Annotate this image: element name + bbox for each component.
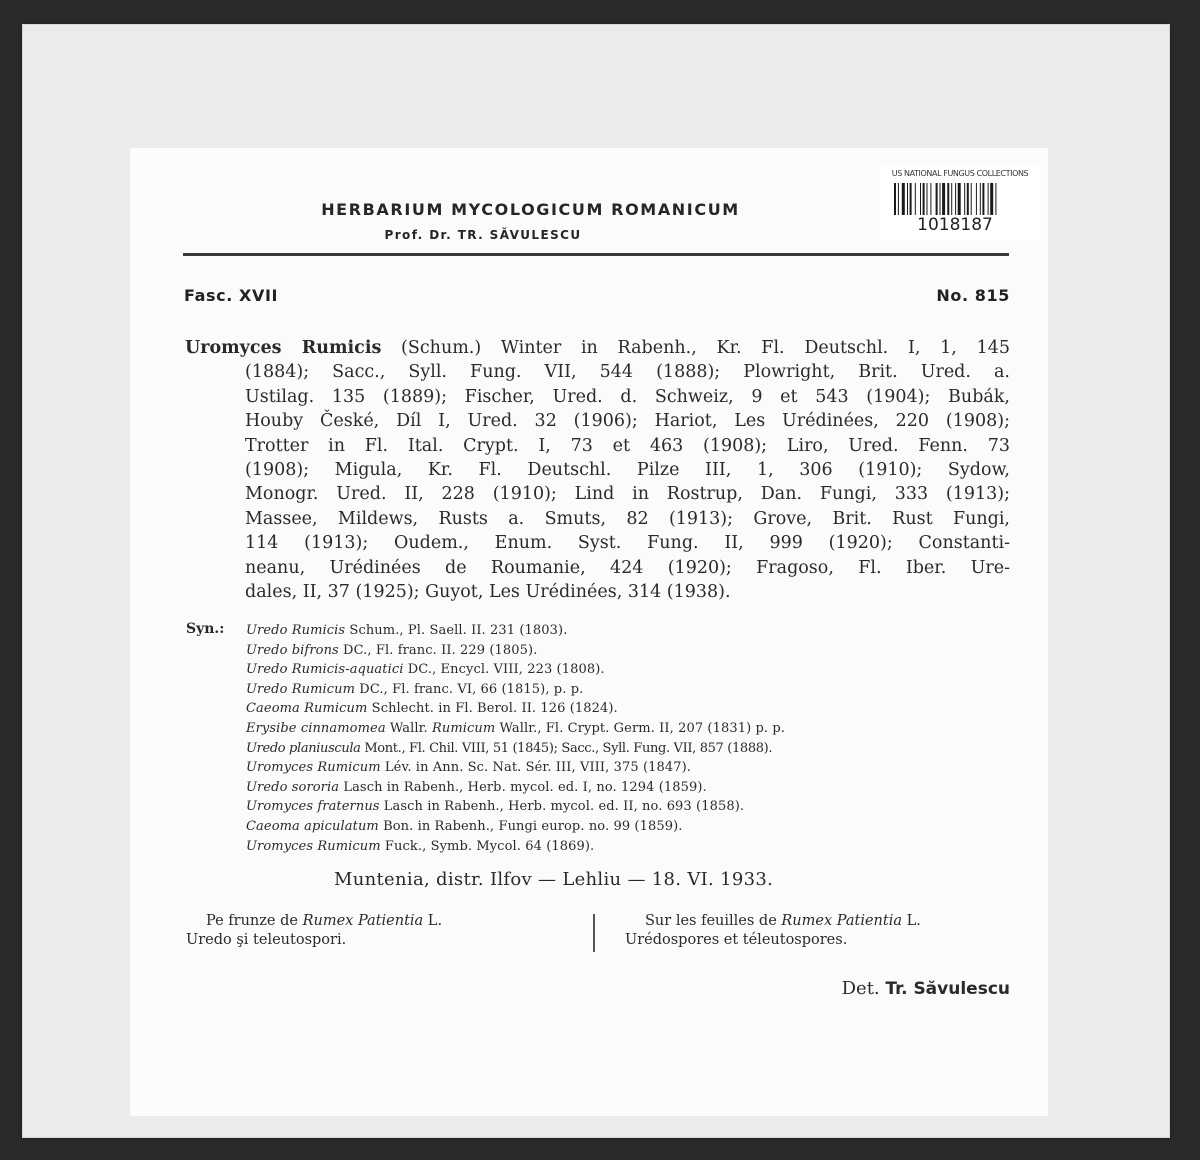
- synonym-item: Erysibe cinnamomea Wallr. Rumicum Wallr., Fl. Crypt. Germ. II, 207 (1831) p. p.: [246, 720, 786, 736]
- collection-locality: Muntenia, distr. Ilfov — Lehliu — 18. VI. 1933.: [334, 869, 774, 890]
- reference-line: Houby České, Díl I, Ured. 32 (1906); Hariot, Les Urédinées, 220 (1908);: [245, 411, 1010, 432]
- header-rule: [183, 253, 1009, 256]
- synonym-item: Uredo Rumicis-aquatici DC., Encycl. VIII, 223 (1808).: [246, 662, 605, 678]
- reference-line: (1884); Sacc., Syll. Fung. VII, 544 (1888); Plowright, Brit. Ured. a.: [245, 362, 1010, 383]
- herbarium-subtitle-text: Prof. Dr. TR. SĂVULESCU: [384, 228, 582, 242]
- barcode-caption: US NATIONAL FUNGUS COLLECTIONS: [891, 169, 1029, 178]
- synonym-item: Caeoma apiculatum Bon. in Rabenh., Fungi europ. no. 99 (1859).: [246, 818, 683, 834]
- reference-line: Ustilag. 135 (1889); Fischer, Ured. d. Schweiz, 9 et 543 (1904); Bubák,: [245, 386, 1010, 407]
- reference-line: neanu, Urédinées de Roumanie, 424 (1920); Fragoso, Fl. Iber. Ure-: [245, 557, 1010, 578]
- barcode-number: 1018187: [917, 215, 993, 235]
- herbarium-subtitle: [228, 228, 998, 242]
- synonym-item: Uromyces Rumicum Fuck., Symb. Mycol. 64 (1869).: [246, 838, 595, 854]
- host-french: [625, 912, 1015, 950]
- herbarium-title: HERBARIUM MYCOLOGICUM ROMANICUM: [321, 200, 740, 219]
- determiner-prefix: Det.: [841, 978, 886, 999]
- host-romanian: [186, 912, 572, 950]
- synonym-item: Caeoma Rumicum Schlecht. in Fl. Berol. II. 126 (1824).: [246, 701, 618, 717]
- spore-stages: Urédospores et téleutospores.: [625, 932, 848, 948]
- synonym-item: Uredo sororia Lasch in Rabenh., Herb. mycol. ed. I, no. 1294 (1859).: [246, 779, 707, 795]
- host-plant-name: Rumex Patientia: [781, 913, 903, 929]
- barcode-bars-icon: [894, 183, 1028, 215]
- determiner-name: Tr. Săvulescu: [885, 979, 1010, 999]
- host-plant-name: Rumex Patientia: [302, 913, 424, 929]
- reference-line: Massee, Mildews, Rusts a. Smuts, 82 (1913); Grove, Brit. Rust Fungi,: [245, 508, 1010, 529]
- host-line: Sur les feuilles de Rumex Patientia L.: [645, 913, 921, 929]
- species-name: Uromyces Rumicis: [185, 338, 382, 358]
- fascicle-label: Fasc. XVII: [184, 286, 279, 305]
- reference-line: (1908); Migula, Kr. Fl. Deutschl. Pilze III, 1, 306 (1910); Sydow,: [245, 460, 1010, 481]
- column-divider: [593, 914, 595, 952]
- reference-line: Trotter in Fl. Ital. Crypt. I, 73 et 463 (1908); Liro, Ured. Fenn. 73: [245, 435, 1010, 456]
- reference-line: 114 (1913); Oudem., Enum. Syst. Fung. II, 999 (1920); Constanti-: [245, 533, 1010, 554]
- reference-line: dales, II, 37 (1925); Guyot, Les Urédinées, 314 (1938).: [245, 582, 731, 603]
- synonym-item: Uredo planiuscula Mont., Fl. Chil. VIII, 51 (1845); Sacc., Syll. Fung. VII, 857 (1888).: [246, 740, 773, 756]
- synonym-item: Uredo Rumicis Schum., Pl. Saell. II. 231 (1803).: [246, 623, 568, 638]
- synonym-item: Uromyces fraternus Lasch in Rabenh., Herb. mycol. ed. II, no. 693 (1858).: [246, 799, 745, 815]
- host-line: Pe frunze de Rumex Patientia L.: [206, 913, 443, 929]
- synonym-item: Uredo Rumicum DC., Fl. franc. VI, 66 (1815), p. p.: [246, 681, 584, 697]
- spore-stages: Uredo şi teleutospori.: [186, 932, 347, 948]
- references-block: [185, 336, 1010, 604]
- reference-line: Uromyces Rumicis (Schum.) Winter in Rabenh., Kr. Fl. Deutschl. I, 1, 145: [185, 338, 1010, 358]
- determiner: [842, 978, 1010, 999]
- synonyms-list: [246, 621, 1016, 856]
- specimen-number: No. 815: [936, 286, 1010, 305]
- synonym-item: Uredo bifrons DC., Fl. franc. II. 229 (1805).: [246, 642, 538, 658]
- synonyms-label: Syn.:: [186, 621, 225, 637]
- synonym-item: Uromyces Rumicum Lév. in Ann. Sc. Nat. Sér. III, VIII, 375 (1847).: [246, 760, 692, 776]
- reference-line: Monogr. Ured. II, 228 (1910); Lind in Rostrup, Dan. Fungi, 333 (1913);: [245, 484, 1010, 505]
